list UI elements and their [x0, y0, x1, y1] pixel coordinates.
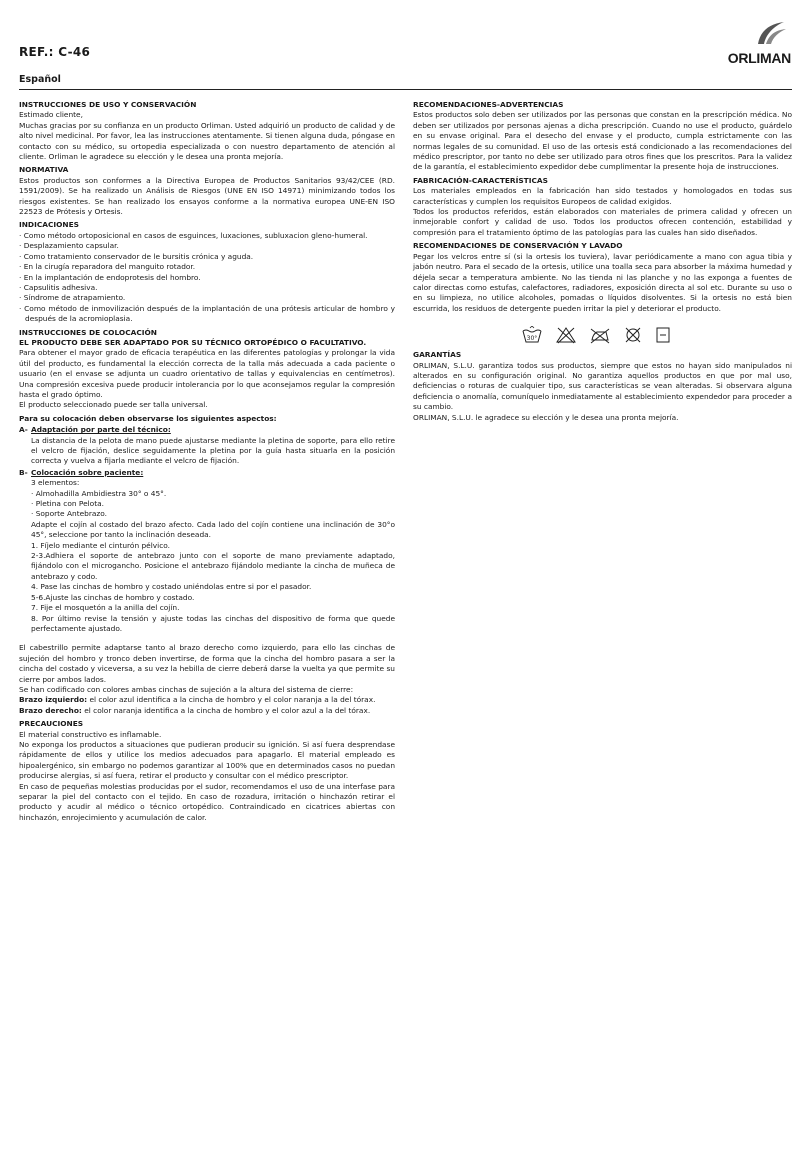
list-item: · Desplazamiento capsular. — [19, 241, 119, 251]
section-title-conservacion: RECOMENDACIONES DE CONSERVACIÓN Y LAVADO — [413, 241, 623, 251]
no-dry-clean-icon — [623, 326, 643, 344]
aspectos-title: Para su colocación deben observarse los siguientes aspectos: — [19, 413, 277, 423]
step-b-label: B- — [19, 467, 28, 477]
indicaciones-list — [19, 231, 395, 325]
garantias-p1: ORLIMAN, S.L.U. garantiza todos sus productos, siempre que estos no hayan sido manipulados ni alterados en su configuración original. No garantiza aquellos productos en que por mal uso, deficiencias o roturas de cualquier tipo, sus características se vean alteradas. Si observara alguna deficiencia o anomalía, comuníquelo inmediatamente al establecimiento expendedor para proceder a su cambio. — [413, 360, 792, 412]
no-bleach-icon — [555, 326, 577, 344]
greeting: Estimado cliente, — [19, 110, 83, 120]
step-b-line: · Almohadilla Ambidiestra 30° o 45°. — [31, 488, 167, 498]
brand-name: ORLIMAN — [727, 50, 791, 66]
step-a-title: Adaptación por parte del técnico: — [31, 425, 171, 435]
language-label: Español — [19, 74, 61, 85]
step-b-line: 3 elementos: — [31, 478, 80, 488]
step-a — [19, 425, 395, 467]
header-divider — [19, 89, 792, 90]
brand-logo — [716, 20, 791, 66]
brazo-izquierdo-label: Brazo izquierdo: — [19, 695, 88, 705]
list-item: · Síndrome de atrapamiento. — [19, 293, 126, 303]
step-b-line: · Pletina con Pelota. — [31, 499, 104, 509]
talla-note: El producto seleccionado puede ser talla universal. — [19, 400, 208, 410]
orliman-emblem-icon — [754, 20, 788, 46]
recomendaciones-paragraph: Estos productos solo deben ser utilizados por las personas que constan en la prescripción médica. No deben ser utilizados por personas ajenas a dicha prescripción. Cuando no use el producto, guárdelo en su envase original. Para el desecho del envase y el producto, cumpla estrictamente con las normas legales de su comunidad. El uso de las ortesis está condicionado a las recomendaciones del médico prescriptor, por tanto no debe ser utilizado para otros fines que los prescritos. Para la validez de la garantía, el establecimiento expedidor debe cumplimentar la presente hoja de instrucciones. — [413, 110, 792, 172]
precauciones-p2: No exponga los productos a situaciones que pudieran producir su ignición. Si así fuera desprendase rápidamente de ellos y utilice los medios adecuados para apagarlo. El material empleado es hipoalergénico, sin embargo no podemos garantizar al 100% que en determinados casos no puedan producirse alergias, si así fuera, retirar el producto y consultar con el médico prescriptor. — [19, 739, 395, 781]
colocacion-paragraph: Para obtener el mayor grado de eficacia terapéutica en las diferentes patologías y prolongar la vida útil del producto, es fundamental la elección correcta de la talla más adecuada a cada paciente o usuario (en el envase se adjunta un cuadro orientativo de tallas y equivalencias en centímetros). Una compresión excesiva puede producir intolerancia por lo que aconsejamos regular la compresión hasta el grado óptimo. — [19, 348, 395, 399]
brazo-derecho-text: el color naranja identifica a la cincha de hombro y el color azul a la del tórax. — [81, 705, 371, 715]
fabricacion-p2: Todos los productos referidos, están elaborados con materiales de primera calidad y ofrecen un inmejorable confort y calidad de uso. Todos los productos ofrecen contención, estabilidad y compresión para el tratamiento óptimo de las patologías para las cuales han sido diseñados. — [413, 207, 792, 237]
step-b-title: Colocación sobre paciente: — [31, 467, 144, 477]
list-item: · En la cirugía reparadora del manguito rotador. — [19, 262, 196, 272]
list-item: · Como método de inmovilización después de la implantación de una prótesis articular de hombro y después de la acromioplasia. — [19, 303, 395, 324]
list-item: · Como tratamiento conservador de le bursitis crónica y aguda. — [19, 251, 254, 261]
wash-temperature: 30° — [526, 335, 538, 343]
section-title-normativa: NORMATIVA — [19, 165, 69, 175]
precauciones-p1: El material constructivo es inflamable. — [19, 729, 162, 739]
section-title-uso: INSTRUCCIONES DE USO Y CONSERVACIÓN — [19, 100, 197, 109]
step-b-line: 1. Fíjelo mediante el cinturón pélvico. — [31, 540, 171, 550]
brazo-izquierdo-text: el color azul identifica a la cincha de hombro y el color naranja a la del tórax. — [87, 695, 376, 705]
step-b-line: 4. Pase las cinchas de hombro y costado uniéndolas entre si por el pasador. — [31, 582, 312, 592]
care-symbols — [521, 326, 792, 344]
list-item: · Capsulitis adhesiva. — [19, 282, 98, 292]
list-item: · En la implantación de endoprotesis del hombro. — [19, 272, 201, 282]
section-title-recomendaciones: RECOMENDACIONES-ADVERTENCIAS — [413, 100, 564, 109]
brazo-derecho-label: Brazo derecho: — [19, 705, 82, 715]
reference-code: REF.: C-46 — [19, 45, 91, 59]
section-title-garantias: GARANTÍAS — [413, 350, 462, 360]
colocacion-warning: EL PRODUCTO DEBE SER ADAPTADO POR SU TÉCNICO ORTOPÉDICO O FACULTATIVO. — [19, 337, 367, 347]
precauciones-p3: En caso de pequeñas molestias producidas por el sudor, recomendamos el uso de una interfase para separar la piel del contacto con el tejido. En caso de rozadura, irritación o hinchazón retirar el producto y acudir al médico o técnico ortopédico. Contraindicado en cicatrices abiertas con hinchazón, enrojecimiento y acumulación de calor. — [19, 781, 395, 822]
section-title-indicaciones: INDICACIONES — [19, 220, 79, 230]
step-b-line: 7. Fije el mosquetón a la anilla del cojín. — [31, 603, 180, 613]
step-a-label: A- — [19, 425, 28, 435]
hand-wash-30-icon — [521, 326, 543, 344]
cabestrillo-paragraph: El cabestrillo permite adaptarse tanto al brazo derecho como izquierdo, para ello las cinchas de sujeción del hombro y tronco deben invertirse, de forma que la cincha del hombro pasara a ser la cincha del costado y viceversa, a su vez la hebilla de cierre deberá darse la vuelta ya que permite su cierre por ambos lados. — [19, 643, 395, 684]
brazo-izquierdo — [19, 695, 395, 705]
step-a-text: La distancia de la pelota de mano puede ajustarse mediante la pletina de soporte, para ello retire el velcro de fijación, deslice seguidamente la pletina por la guía hasta situarla en la posición correcta y vuelva a fijarla mediante el velcro de fijación. — [31, 435, 395, 466]
normativa-paragraph: Estos productos son conformes a la Directiva Europea de Productos Sanitarios 93/42/CEE (RD. 1591/2009). Se ha realizado un Análisis de Riesgos (UNE EN ISO 14971) minimizando todos los riesgos existentes. Se han realizado los ensayos conforme a la normativa europea UNE-EN ISO 22523 de Prótesis y Ortesis. — [19, 175, 395, 217]
step-b-line: 2-3.Adhiera el soporte de antebrazo junto con el soporte de mano previamente adaptado, fijándolo con el microgancho. Posicione el antebrazo fijándolo mediante la cincha de muñeca de antebrazo y codo. — [31, 551, 395, 581]
color-coding-note: Se han codificado con colores ambas cinchas de sujeción a la altura del sistema de cierre: — [19, 684, 354, 694]
step-b-line: Adapte el cojín al costado del brazo afecto. Cada lado del cojín contiene una inclinación de 30°o 45°, seleccione por tanto la inclinación deseada. — [31, 519, 395, 540]
section-title-fabricacion: FABRICACIÓN-CARACTERÍSTICAS — [413, 175, 548, 185]
section-title-precauciones: PRECAUCIONES — [19, 719, 84, 729]
garantias-p2: ORLIMAN, S.L.U. le agradece su elección y le desea una pronta mejoría. — [413, 412, 679, 422]
right-column — [413, 100, 792, 423]
brazo-derecho — [19, 706, 395, 716]
conservacion-paragraph: Pegar los velcros entre sí (si la ortesis los tuviera), lavar periódicamente a mano con agua tibia y jabón neutro. Para el secado de la ortesis, utilice una toalla seca para absorber la máxima humedad y déjela secar a temperatura ambiente. No las tienda ni las planche y no las exponga a fuentes de calor directas como estufas, calefactores, radiadores, exposición directa al sol etc. Durante su uso o en su limpieza, no utilice alcoholes, pomadas o líquidos disolventes. Si la ortesis no está bien escurrida, los residuos de detergente pueden irritar la piel y deteriorar el producto. — [413, 251, 792, 313]
step-b-line: · Soporte Antebrazo. — [31, 509, 108, 519]
section-title-colocacion: INSTRUCCIONES DE COLOCACIÓN — [19, 327, 157, 337]
intro-paragraph: Muchas gracias por su confianza en un producto Orliman. Usted adquirió un producto de calidad y de alto nivel medicinal. Por favor, lea las instrucciones atentamente. Si tienen alguna duda, póngase en contacto con su médico, su ortopedia especializada o con nuestro departamento de atención al cliente. Orliman le agradece su elección y le desea una pronta mejoría. — [19, 120, 395, 162]
no-iron-icon — [589, 326, 611, 344]
fabricacion-p1: Los materiales empleados en la fabricación han sido testados y homologados en todas sus características y cumplen los requisitos Europeos de calidad exigidos. — [413, 186, 792, 206]
step-b — [19, 468, 395, 635]
left-column — [19, 100, 395, 823]
list-item: · Como método ortoposicional en casos de esguinces, luxaciones, subluxacion gleno-humeral. — [19, 230, 368, 240]
step-b-line: 8. Por último revise la tensión y ajuste todas las cinchas del dispositivo de forma que quede perfectamente ajustado. — [31, 613, 395, 633]
flat-dry-icon — [655, 326, 671, 344]
step-b-line: 5-6.Ajuste las cinchas de hombro y costado. — [31, 592, 195, 602]
